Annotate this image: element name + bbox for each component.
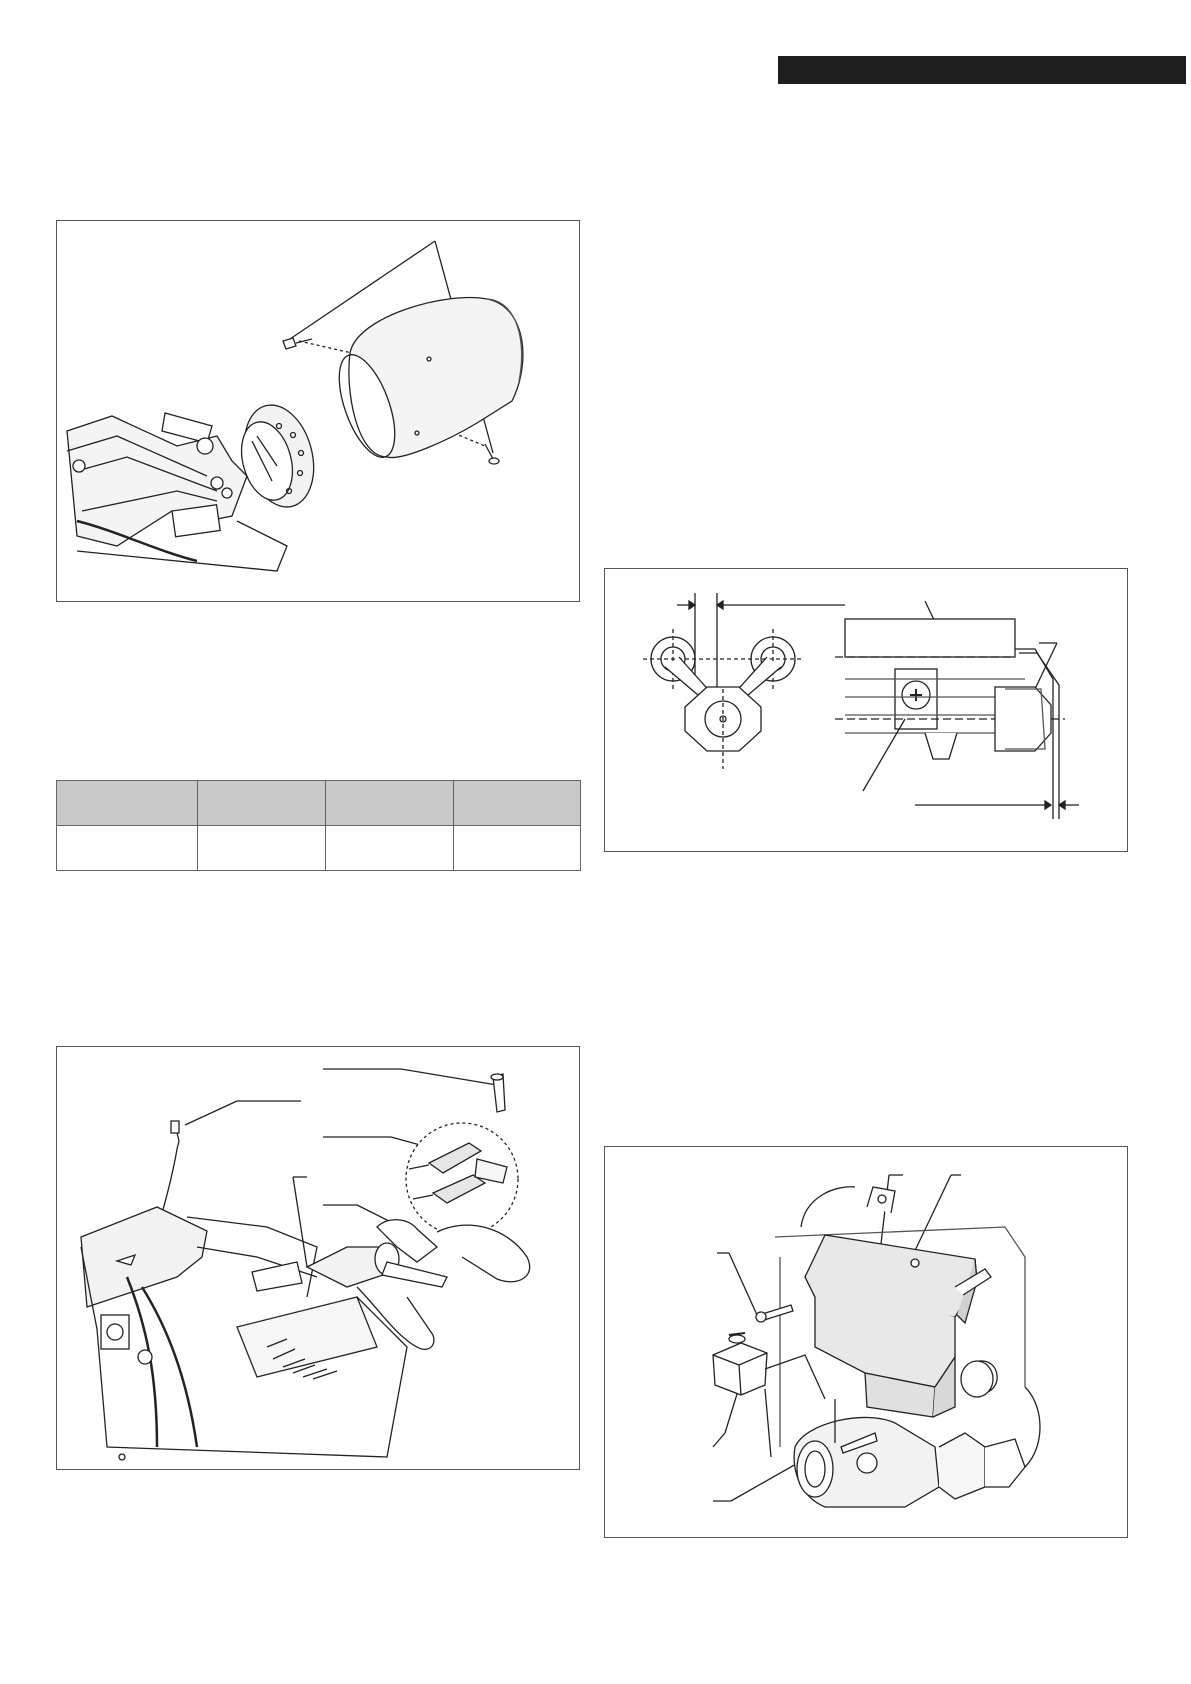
figure-blast-tube <box>56 220 580 602</box>
section-header-bar <box>778 56 1186 84</box>
blast-tube-drawing <box>57 221 579 601</box>
figure-electrode-settings <box>604 568 1128 852</box>
table-cell <box>57 826 198 871</box>
electrode-gap-drawing <box>605 569 1127 851</box>
figure-valve-cover <box>604 1146 1128 1538</box>
table-cell <box>198 826 326 871</box>
table-header-cell <box>198 781 326 826</box>
table-header-cell <box>326 781 454 826</box>
nozzle-removal-drawing <box>57 1047 579 1469</box>
table-row <box>57 826 581 871</box>
table-header-row <box>57 781 581 826</box>
valve-cover-drawing <box>605 1147 1127 1537</box>
settings-table <box>56 780 581 871</box>
table-cell <box>326 826 454 871</box>
table-header-cell <box>454 781 581 826</box>
table-cell <box>454 826 581 871</box>
table-header-cell <box>57 781 198 826</box>
figure-nozzle-removal <box>56 1046 580 1470</box>
